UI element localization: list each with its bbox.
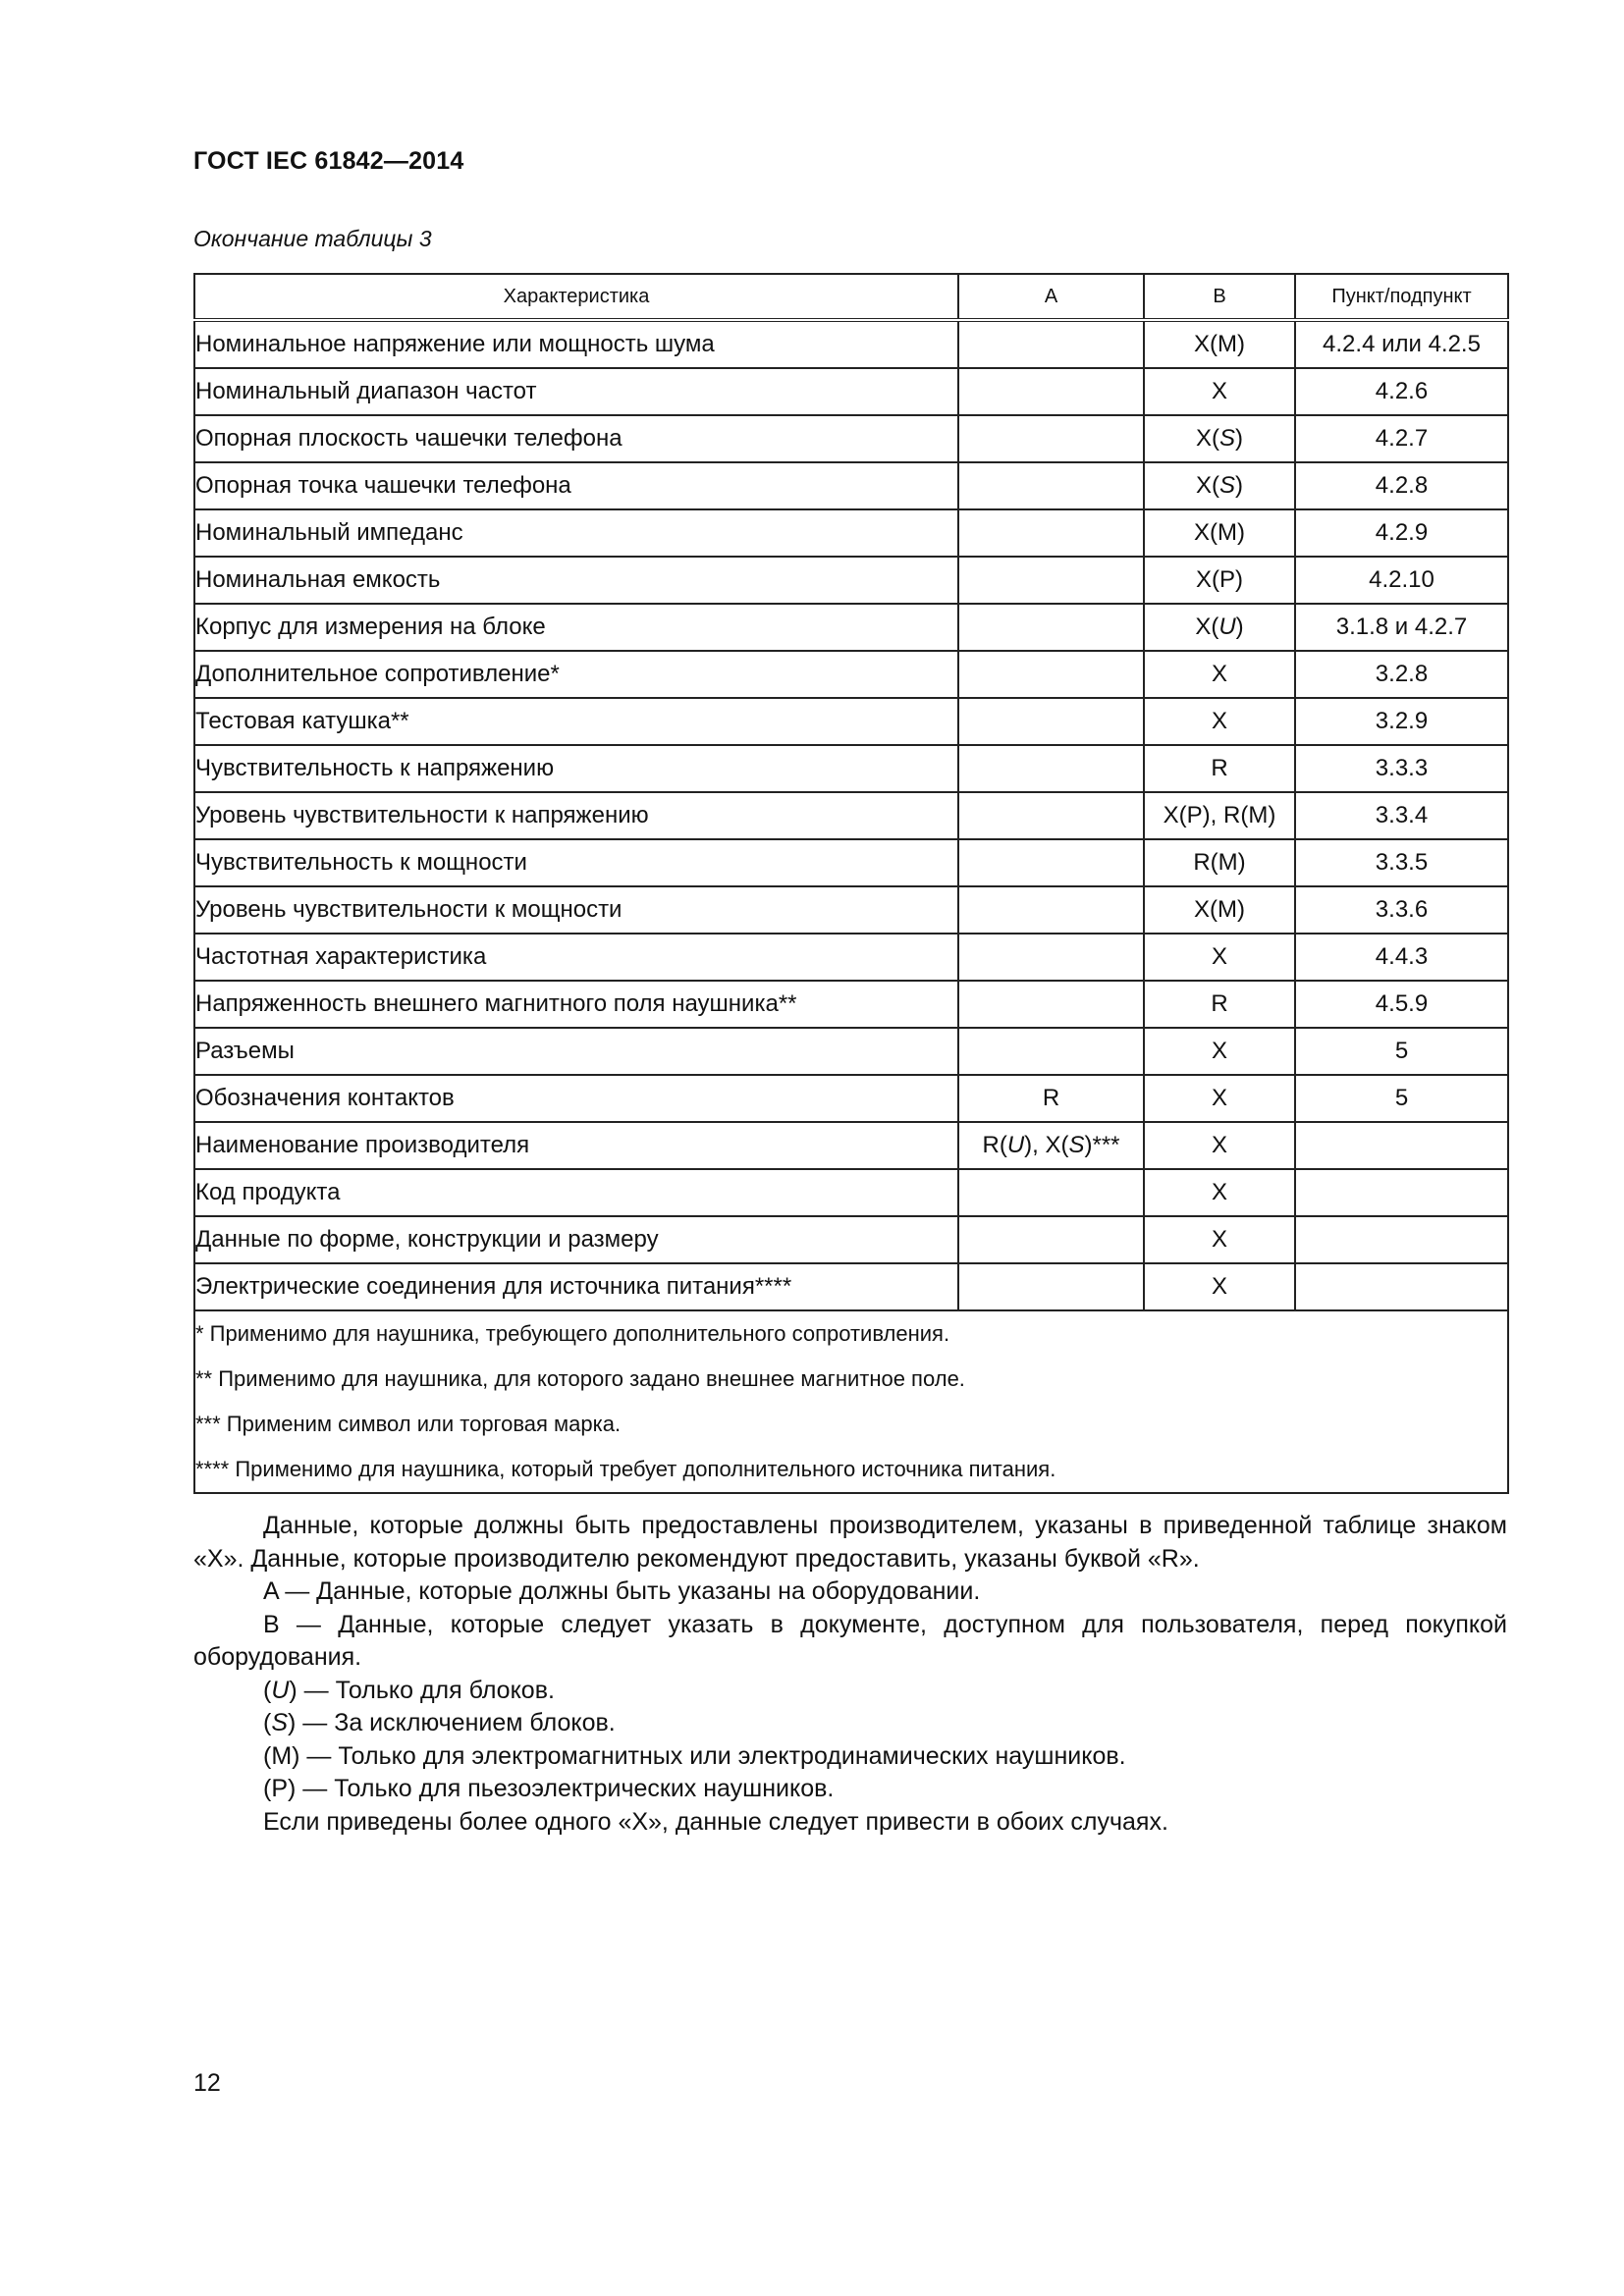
row-b: X (1144, 698, 1295, 745)
row-a (958, 934, 1144, 981)
paragraph: (U) — Только для блоков. (263, 1676, 555, 1704)
table-row (194, 1216, 1508, 1263)
table-row (194, 557, 1508, 604)
column-header-a: A (958, 274, 1144, 320)
table-row (194, 1075, 1508, 1122)
row-clause (1295, 1122, 1508, 1169)
row-clause: 4.4.3 (1295, 934, 1508, 981)
page-number: 12 (193, 2069, 221, 2097)
row-b: X (1144, 1028, 1295, 1075)
row-a (958, 415, 1144, 462)
row-b: X (1144, 368, 1295, 415)
table-row (194, 934, 1508, 981)
row-a (958, 981, 1144, 1028)
row-name: Тестовая катушка** (194, 698, 958, 745)
row-a: R (958, 1075, 1144, 1122)
row-name: Разъемы (194, 1028, 958, 1075)
row-clause: 5 (1295, 1028, 1508, 1075)
row-a (958, 792, 1144, 839)
row-clause (1295, 1216, 1508, 1263)
row-clause: 5 (1295, 1075, 1508, 1122)
table-notes-row (194, 1310, 1508, 1493)
row-a (958, 1169, 1144, 1216)
row-clause: 3.3.3 (1295, 745, 1508, 792)
row-clause (1295, 1169, 1508, 1216)
row-a: R(U), X(S)*** (958, 1122, 1144, 1169)
row-b: X (1144, 1263, 1295, 1310)
table-row (194, 651, 1508, 698)
row-b: X (1144, 1216, 1295, 1263)
row-b: X (1144, 1122, 1295, 1169)
row-a (958, 1028, 1144, 1075)
row-name: Корпус для измерения на блоке (194, 604, 958, 651)
column-header-b: B (1144, 274, 1295, 320)
row-a (958, 557, 1144, 604)
row-name: Данные по форме, конструкции и размеру (194, 1216, 958, 1263)
row-a (958, 651, 1144, 698)
row-a (958, 698, 1144, 745)
table-row (194, 320, 1508, 368)
table-row (194, 745, 1508, 792)
table-row (194, 1263, 1508, 1310)
footnote: ** Применимо для наушника, для которого задано внешнее магнитное поле. (195, 1366, 965, 1391)
table-row (194, 509, 1508, 557)
row-clause: 3.2.9 (1295, 698, 1508, 745)
row-clause: 3.1.8 и 4.2.7 (1295, 604, 1508, 651)
row-clause: 4.2.6 (1295, 368, 1508, 415)
row-name: Номинальный импеданс (194, 509, 958, 557)
table-header-row (194, 274, 1508, 320)
table-row (194, 462, 1508, 509)
table-row (194, 1122, 1508, 1169)
row-name: Дополнительное сопротивление* (194, 651, 958, 698)
row-b: X (1144, 934, 1295, 981)
row-name: Чувствительность к мощности (194, 839, 958, 886)
row-name: Чувствительность к напряжению (194, 745, 958, 792)
row-name: Частотная характеристика (194, 934, 958, 981)
row-name: Уровень чувствительности к напряжению (194, 792, 958, 839)
table-row (194, 981, 1508, 1028)
row-a (958, 1263, 1144, 1310)
row-name: Наименование производителя (194, 1122, 958, 1169)
row-clause: 4.5.9 (1295, 981, 1508, 1028)
row-b: X (1144, 651, 1295, 698)
spec-table (193, 273, 1509, 1494)
row-b: X(P) (1144, 557, 1295, 604)
row-name: Код продукта (194, 1169, 958, 1216)
row-name: Опорная плоскость чашечки телефона (194, 415, 958, 462)
footnote: *** Применим символ или торговая марка. (195, 1412, 622, 1436)
paragraph: B — Данные, которые следует указать в документе, доступном для пользователя, перед покупкой оборудования. (193, 1610, 1507, 1671)
row-name: Номинальный диапазон частот (194, 368, 958, 415)
row-b: X(U) (1144, 604, 1295, 651)
row-a (958, 320, 1144, 368)
paragraph: (P) — Только для пьезоэлектрических наушников. (263, 1775, 835, 1802)
paragraph: (S) — За исключением блоков. (263, 1709, 616, 1736)
table-row (194, 698, 1508, 745)
table-row (194, 415, 1508, 462)
table-row (194, 839, 1508, 886)
column-header-characteristic: Характеристика (194, 274, 958, 320)
row-a (958, 886, 1144, 934)
row-clause (1295, 1263, 1508, 1310)
paragraph: A — Данные, которые должны быть указаны на оборудовании. (263, 1577, 981, 1605)
row-a (958, 839, 1144, 886)
body-text (193, 1510, 1507, 1839)
row-clause: 4.2.8 (1295, 462, 1508, 509)
row-b: X(M) (1144, 509, 1295, 557)
row-a (958, 509, 1144, 557)
table-caption: Окончание таблицы 3 (193, 226, 432, 251)
row-a (958, 368, 1144, 415)
paragraph: (M) — Только для электромагнитных или электродинамических наушников. (263, 1741, 1126, 1770)
row-a (958, 1216, 1144, 1263)
row-b: X(S) (1144, 462, 1295, 509)
document-header: ГОСТ IEC 61842—2014 (193, 147, 464, 175)
row-name: Обозначения контактов (194, 1075, 958, 1122)
column-header-clause: Пункт/подпункт (1295, 274, 1508, 320)
row-clause: 4.2.4 или 4.2.5 (1295, 320, 1508, 368)
row-name: Напряженность внешнего магнитного поля наушника** (194, 981, 958, 1028)
row-a (958, 604, 1144, 651)
row-name: Опорная точка чашечки телефона (194, 462, 958, 509)
row-name: Уровень чувствительности к мощности (194, 886, 958, 934)
row-clause: 3.2.8 (1295, 651, 1508, 698)
row-clause: 3.3.4 (1295, 792, 1508, 839)
row-b: R(M) (1144, 839, 1295, 886)
row-b: R (1144, 745, 1295, 792)
row-b: X (1144, 1075, 1295, 1122)
row-clause: 3.3.5 (1295, 839, 1508, 886)
footnote: * Применимо для наушника, требующего дополнительного сопротивления. (195, 1321, 950, 1346)
table-row (194, 368, 1508, 415)
paragraph: Данные, которые должны быть предоставлены производителем, указаны в приведенной таблице знаком «X». Данные, которые производителю рекомендуют предоставить, указаны буквой «R». (193, 1512, 1507, 1573)
row-a (958, 745, 1144, 792)
row-b: X(M) (1144, 886, 1295, 934)
table-row (194, 792, 1508, 839)
row-b: X(S) (1144, 415, 1295, 462)
row-name: Электрические соединения для источника питания**** (194, 1263, 958, 1310)
row-b: X(M) (1144, 320, 1295, 368)
row-a (958, 462, 1144, 509)
row-clause: 4.2.7 (1295, 415, 1508, 462)
row-clause: 4.2.9 (1295, 509, 1508, 557)
footnote: **** Применимо для наушника, который требует дополнительного источника питания. (195, 1457, 1056, 1481)
row-name: Номинальная емкость (194, 557, 958, 604)
table-row (194, 1169, 1508, 1216)
row-b: X(P), R(M) (1144, 792, 1295, 839)
table-row (194, 604, 1508, 651)
table-footnotes (194, 1310, 1508, 1493)
row-b: R (1144, 981, 1295, 1028)
row-clause: 3.3.6 (1295, 886, 1508, 934)
row-b: X (1144, 1169, 1295, 1216)
paragraph: Если приведены более одного «X», данные следует привести в обоих случаях. (263, 1807, 1168, 1836)
row-name: Номинальное напряжение или мощность шума (194, 320, 958, 368)
row-clause: 4.2.10 (1295, 557, 1508, 604)
table-row (194, 886, 1508, 934)
table-row (194, 1028, 1508, 1075)
